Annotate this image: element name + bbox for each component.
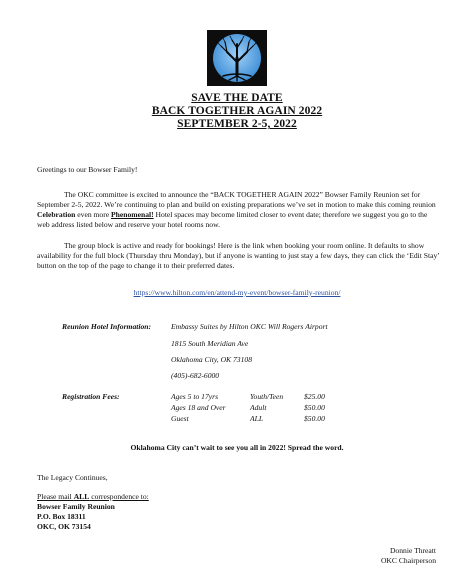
closing-message: Oklahoma City can’t wait to see you all in 2022! Spread the word. xyxy=(130,443,344,452)
tree-of-life-logo xyxy=(207,30,267,86)
mailing-address-name: Bowser Family Reunion xyxy=(37,502,115,511)
tree-of-life-icon xyxy=(209,32,265,84)
event-dates-heading: SEPTEMBER 2-5, 2022 xyxy=(177,118,297,130)
fee-row-type: Youth/Teen xyxy=(250,392,284,401)
hotel-info-label: Reunion Hotel Information: xyxy=(62,322,152,331)
fee-row-price: $25.00 xyxy=(304,392,325,401)
registration-fees-label: Registration Fees: xyxy=(62,392,120,401)
fee-row-type: Adult xyxy=(250,403,267,412)
hotel-booking-link[interactable]: https://www.hilton.com/en/attend-my-event/bowser-family-reunion/ xyxy=(133,288,341,297)
fee-row-age: Ages 18 and Over xyxy=(171,403,226,412)
hotel-city: Oklahoma City, OK 73108 xyxy=(171,355,252,364)
legacy-signoff: The Legacy Continues, xyxy=(37,473,108,482)
booking-paragraph: The group block is active and ready for bookings! Here is the link when booking your room online. It defaults to show availability for the full block (Thursday thru Monday), but if anyone is wanting to just stay a few days, they can click the ‘Edit Stay’ button on the top of the page to change it to their preferred dates. xyxy=(37,241,440,270)
event-title-heading: BACK TOGETHER AGAIN 2022 xyxy=(151,105,323,117)
announcement-paragraph xyxy=(37,190,441,230)
announcement-text-c: even more xyxy=(75,210,112,219)
hotel-name: Embassy Suites by Hilton OKC Will Rogers Airport xyxy=(171,322,328,331)
mail-all-emphasis: ALL xyxy=(73,492,90,501)
phenomenal-emphasis: Phenomenal! xyxy=(111,210,154,219)
announcement-text-e: Hotel spaces may become limited closer to event date; therefore we suggest you go to the web address listed below and reserve your hotel rooms now. xyxy=(37,210,428,229)
hotel-street: 1815 South Meridian Ave xyxy=(171,339,249,348)
fee-row-age: Ages 5 to 17yrs xyxy=(171,392,219,401)
fee-row-price: $50.00 xyxy=(304,414,325,423)
save-the-date-heading: SAVE THE DATE xyxy=(191,92,283,104)
celebration-emphasis: Celebration xyxy=(37,210,76,219)
greeting-text: Greetings to our Bowser Family! xyxy=(37,165,138,174)
mailing-address-city: OKC, OK 73154 xyxy=(37,522,91,531)
mail-text-a: Please mail xyxy=(37,492,74,501)
mailing-address-pobox: P.O. Box 18311 xyxy=(37,512,86,521)
hotel-phone: (405)-682-6000 xyxy=(171,371,220,380)
announcement-text-a: The OKC committee is excited to announce the “BACK TOGETHER AGAIN 2022” Bowser Family Reunion set for September 2-5, 2022. We’re continuing to plan and build on existing preparations we’ve set in motion to make this coming reunion xyxy=(37,190,436,209)
mail-text-c: correspondence to: xyxy=(89,492,149,501)
fee-row-type: ALL xyxy=(250,414,264,423)
signer-name: Donnie Threatt xyxy=(389,546,436,555)
fee-row-price: $50.00 xyxy=(304,403,325,412)
fee-row-age: Guest xyxy=(171,414,189,423)
signer-title: OKC Chairperson xyxy=(380,556,436,565)
mail-instructions xyxy=(37,492,149,501)
